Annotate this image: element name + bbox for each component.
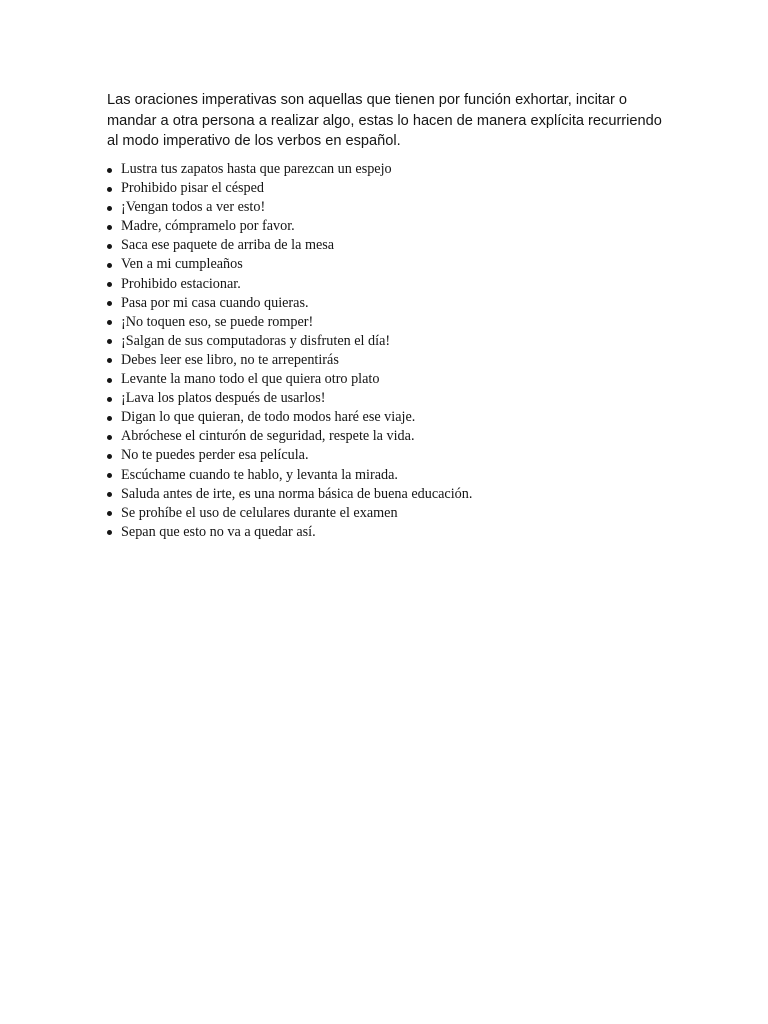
list-item-text: Saluda antes de irte, es una norma básica de buena educación. xyxy=(121,485,473,502)
list-item-text: Pasa por mi casa cuando quieras. xyxy=(121,294,309,311)
list-item xyxy=(107,160,472,179)
list-item-text: Prohibido estacionar. xyxy=(121,275,241,292)
list-item-text: Escúchame cuando te hablo, y levanta la mirada. xyxy=(121,466,398,483)
bullet-icon xyxy=(107,397,112,402)
list-item xyxy=(107,236,472,255)
list-item xyxy=(107,446,472,465)
list-item xyxy=(107,198,472,217)
list-item xyxy=(107,313,472,332)
bullet-icon xyxy=(107,435,112,440)
list-item xyxy=(107,332,472,351)
list-item-text: Debes leer ese libro, no te arrepentirás xyxy=(121,351,339,368)
examples-list xyxy=(107,160,472,542)
bullet-icon xyxy=(107,320,112,325)
bullet-icon xyxy=(107,454,112,459)
list-item-text: Abróchese el cinturón de seguridad, respete la vida. xyxy=(121,428,415,445)
list-item-text: Lustra tus zapatos hasta que parezcan un espejo xyxy=(121,161,392,177)
list-item-text: Prohibido pisar el césped xyxy=(121,180,265,197)
bullet-icon xyxy=(107,282,112,287)
list-item-text: ¡Salgan de sus computadoras y disfruten el día! xyxy=(121,332,391,349)
list-item xyxy=(107,370,472,389)
bullet-icon xyxy=(107,473,112,478)
list-item xyxy=(107,485,472,504)
list-item-text: Se prohíbe el uso de celulares durante el examen xyxy=(121,504,398,521)
bullet-icon xyxy=(107,168,112,173)
list-item-text: ¡Vengan todos a ver esto! xyxy=(121,199,266,216)
list-item xyxy=(107,504,472,523)
list-item xyxy=(107,179,472,198)
bullet-icon xyxy=(107,530,112,535)
bullet-icon xyxy=(107,492,112,497)
list-item xyxy=(107,255,472,274)
list-item-text: Ven a mi cumpleaños xyxy=(121,256,243,273)
list-item xyxy=(107,351,472,370)
list-item-text: Levante la mano todo el que quiera otro plato xyxy=(121,371,380,388)
bullet-icon xyxy=(107,206,112,211)
list-item xyxy=(107,275,472,294)
bullet-icon xyxy=(107,225,112,230)
bullet-icon xyxy=(107,511,112,516)
bullet-icon xyxy=(107,187,112,192)
list-item-text: No te puedes perder esa película. xyxy=(121,447,309,464)
intro-paragraph: Las oraciones imperativas son aquellas que tienen por función exhortar, incitar o mandar a otra persona a realizar algo, estas lo hacen de manera explícita recurriendo al modo imperativo de los verbos en español. xyxy=(107,92,662,149)
bullet-icon xyxy=(107,416,112,421)
list-item-text: ¡Lava los platos después de usarlos! xyxy=(121,390,326,407)
list-item xyxy=(107,523,472,542)
list-item xyxy=(107,466,472,485)
list-item xyxy=(107,427,472,446)
list-item-text: Saca ese paquete de arriba de la mesa xyxy=(121,237,335,254)
list-item xyxy=(107,408,472,427)
bullet-icon xyxy=(107,301,112,306)
bullet-icon xyxy=(107,358,112,363)
bullet-icon xyxy=(107,378,112,383)
bullet-icon xyxy=(107,339,112,344)
list-item-text: ¡No toquen eso, se puede romper! xyxy=(121,313,314,330)
list-item-text: Madre, cómpramelo por favor. xyxy=(121,218,295,235)
list-item xyxy=(107,389,472,408)
bullet-icon xyxy=(107,244,112,249)
list-item-text: Sepan que esto no va a quedar así. xyxy=(121,523,316,540)
list-item xyxy=(107,217,472,236)
list-item xyxy=(107,294,472,313)
list-item-text: Digan lo que quieran, de todo modos haré ese viaje. xyxy=(121,409,416,426)
bullet-icon xyxy=(107,263,112,268)
